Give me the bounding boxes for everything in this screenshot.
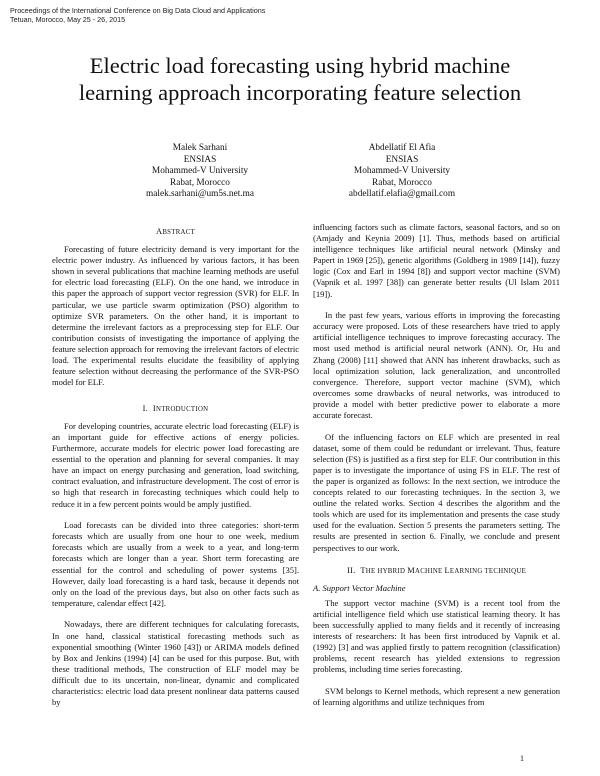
section-heading-introduction: I. INTRODUCTION bbox=[142, 403, 209, 413]
subsection-heading-svm: A. Support Vector Machine bbox=[313, 582, 406, 593]
paragraph: SVM belongs to Kernel methods, which represent a new generation of learning algorithms and utilize techniques from bbox=[313, 685, 560, 708]
paper-title bbox=[40, 52, 560, 106]
author-university: Mohammed-V University bbox=[353, 166, 451, 177]
author-email: malek.sarhani@um5s.net.ma bbox=[146, 189, 254, 200]
abstract-heading: ABSTRACT bbox=[155, 227, 196, 236]
left-column bbox=[52, 222, 299, 708]
proceedings-line-2: Tetuan, Morocco, May 25 - 26, 2015 bbox=[10, 15, 126, 24]
section-heading-hybrid: II. THE HYBRID MACHINE LEARNING TECHNIQUE bbox=[346, 565, 527, 575]
author-org: ENSIAS bbox=[385, 154, 419, 165]
paragraph: The support vector machine (SVM) is a recent tool from the artificial intelligence field which use statistical learning theory. It has been successfully applied to many fields and it recently of increasing interests of researchers: It has been first introduced by Vapnik et al.(1992) [3] and was applied firstly to pattern recognition (classification) problems, recent research has yielded extensions to regression problems, including time series forecasting. bbox=[313, 597, 560, 675]
proceedings-header bbox=[10, 6, 265, 24]
paragraph: Load forecasts can be divided into three categories: short-term forecasts which are usually from one hour to one week, medium forecasts which are usually from a week to a year, and long-term forecasts which are longer than a year. Short term forecasting are essential for the control and scheduling of power systems [35]. However, daily load forecasting is a hard task, because it depends not only on the load of the previous days, but also on other facts such as temperature, calendar effect [42]. bbox=[52, 520, 299, 608]
paragraph: influencing factors such as climate factors, seasonal factors, and so on (Amjady and Keynia 2009) [1]. Thus, methods based on artificial intelligence techniques like artificial neural network (Minsky and Papert in 1969 [25]), genetic algorithms (Goldberg in 1989 [14]), fuzzy logic (Cox and Earl in 1994 [8]) and support vector machine (SVM) (Vapnik et al. 1997 [38]) can generate better results (Ul Islam 2011 [19]). bbox=[313, 222, 560, 299]
title-line-2: learning approach incorporating feature selection bbox=[78, 80, 522, 105]
proceedings-line-1: Proceedings of the International Conference on Big Data Cloud and Applications bbox=[10, 6, 266, 15]
paragraph: For developing countries, accurate electric load forecasting (ELF) is an important guide for effective actions of energy policies. Furthermore, accurate models for electric power load forecasting are essential to the operation and planning for several companies. It may have an impact on energy purchasing and generation, load switching, contract evaluation, and infrastructure development. The cost of error is so high that research in forecasting techniques which could help to reduce it in a few percent points would be amply justified. bbox=[52, 420, 299, 509]
paragraph: In the past few years, various efforts in improving the forecasting accuracy were proposed. Lots of these researchers have tried to apply artificial intelligence techniques to improve forecasting accuracy. The most used method is artificial neural network (ANN). Or, Hu and Zhang (2008) [11] showed that ANN has inherent drawbacks, such as local optimization solution, lack generalization, and uncontrolled convergence. Therefore, support vector machine (SVM), which overcomes some drawbacks of neural networks, was introduced to provide a model with better predictive power to elaborate a more accurate forecast. bbox=[313, 310, 560, 420]
right-column bbox=[313, 222, 560, 708]
author-email: abdellatif.elafia@gmail.com bbox=[348, 189, 456, 200]
author-name: Abdellatif El Afia bbox=[368, 143, 436, 153]
author-block-2 bbox=[292, 143, 512, 201]
page-number: 1 bbox=[520, 754, 524, 763]
author-university: Mohammed-V University bbox=[151, 166, 249, 177]
author-org: ENSIAS bbox=[183, 154, 217, 165]
author-block-1 bbox=[90, 143, 310, 201]
author-city: Rabat, Morocco bbox=[170, 177, 230, 188]
title-line-1: Electric load forecasting using hybrid machine bbox=[89, 53, 511, 78]
paragraph: Nowadays, there are different techniques for calculating forecasts, In one hand, classical statistical forecasting methods such as exponential smoothing (Winter 1960 [43]) or ARIMA models defined by Box and Jenkins (1994) [4] can be used for this purpose. But, with these traditional methods, The construction of ELF model may be difficult due to its uncertain, non-linear, dynamic and complicated characteristics: electric load data present nonlinear data patterns caused by bbox=[52, 619, 299, 708]
author-city: Rabat, Morocco bbox=[372, 177, 432, 188]
author-name: Malek Sarhani bbox=[172, 143, 228, 153]
abstract-text: Forecasting of future electricity demand is very important for the electric power industry. As influenced by various factors, it has been shown in several publications that machine learning methods are useful for electric load forecasting (ELF). On the one hand, we introduce in this paper the approach of support vector regression (SVR) for ELF. In particular, we use particle swarm optimization (PSO) algorithm to optimize SVR parameters. On the other hand, it is important to determine the irrelevant factors as a preprocessing step for ELF. Our contribution consists of investigating the importance of applying the feature selection approach for removing the irrelevant factors of electric load. The experimental results elucidate the feasibility of applying feature selection without decreasing the performance of the SVR-PSO model for ELF. bbox=[52, 244, 299, 388]
paragraph: Of the influencing factors on ELF which are presented in real dataset, some of them could be redundant or irrelevant. Thus, feature selection (FS) is justified as a first step for ELF. Our contribution in this paper is to investigate the importance of using FS in ELF. The rest of the paper is organized as follows: In the next section, we introduce the concepts related to our forecasting techniques. In the section 3, we outline the related works. Section 4 describes the algorithm and the tools which are used for its implementation and presents the case study used for the evaluation. Section 5 presents the parameters setting. The results are presented in section 6. Finally, we conclude and present perspectives to our work. bbox=[313, 431, 560, 553]
